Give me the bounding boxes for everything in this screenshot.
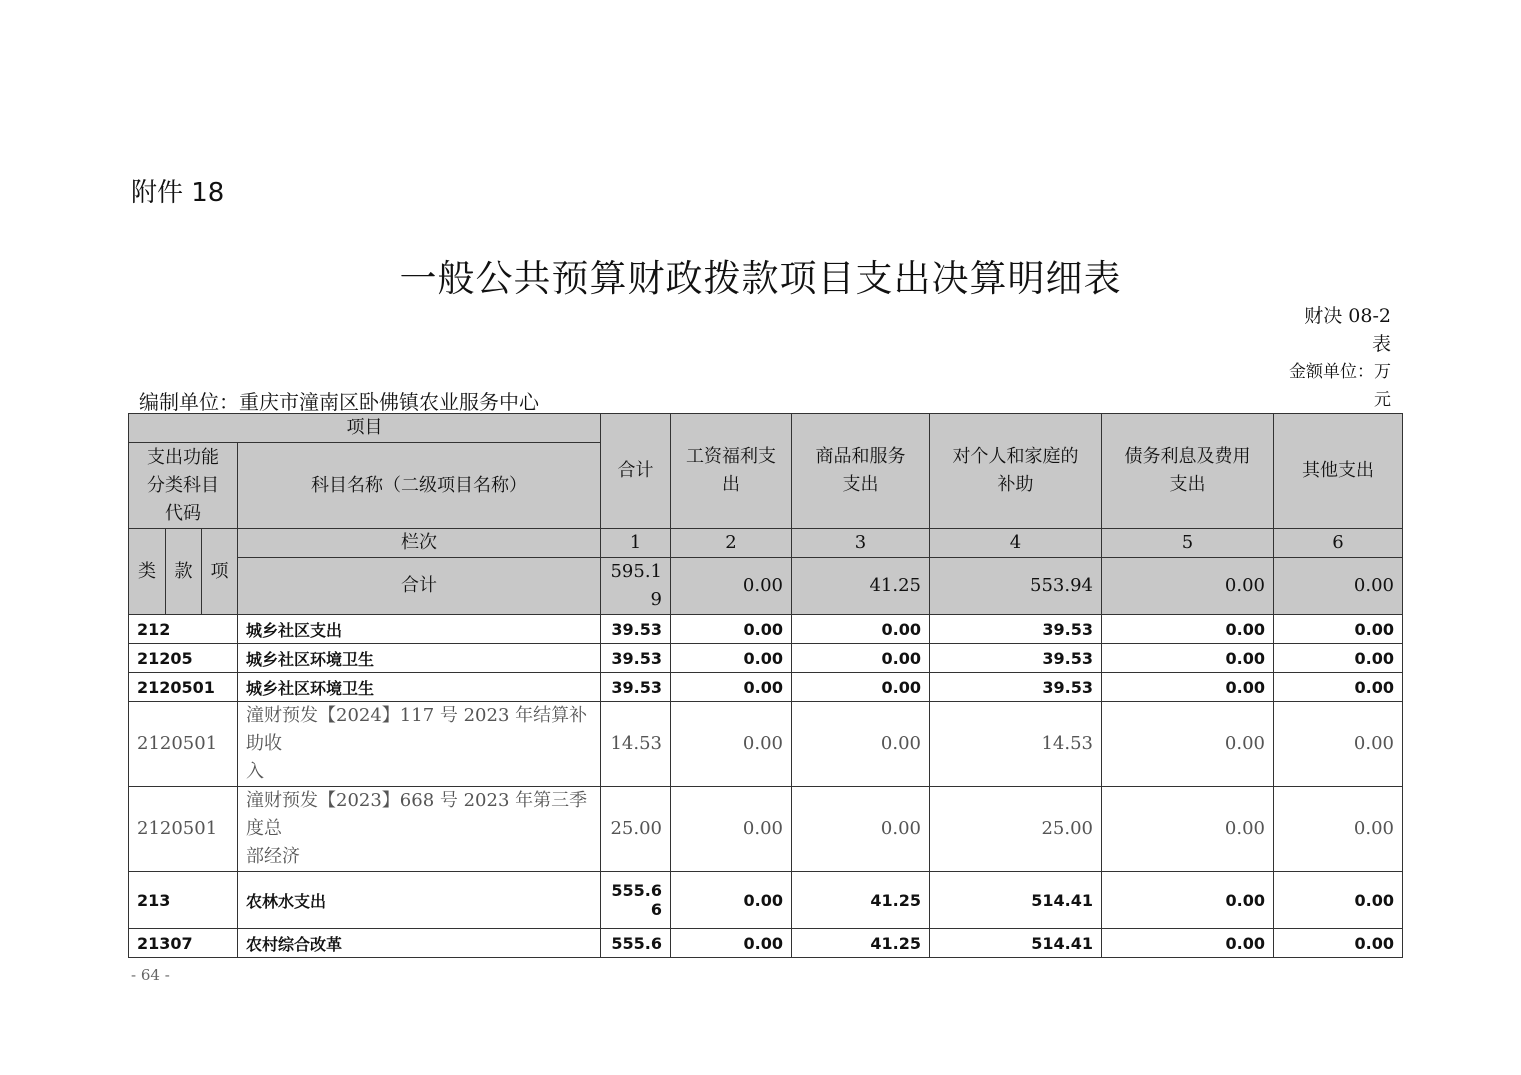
row-value-c6: 0.00 — [1274, 872, 1403, 929]
row-code: 21205 — [129, 644, 238, 673]
row-value-c2: 0.00 — [671, 929, 792, 958]
column-number: 1 — [601, 529, 671, 558]
header-xiang: 项 — [202, 529, 238, 615]
header-code-line: 代码 — [165, 502, 201, 524]
row-value-c6: 0.00 — [1274, 615, 1403, 644]
header-goods-line: 支出 — [842, 474, 879, 495]
amount-unit-line: 金额单位：万 — [1289, 362, 1391, 382]
row-total-line: 39.53 — [611, 648, 662, 668]
row-value-c4: 39.53 — [930, 644, 1102, 673]
form-number-line: 财决 08-2 — [1304, 305, 1391, 327]
row-value-c2: 0.00 — [671, 673, 792, 702]
row-total — [601, 615, 671, 644]
row-value-c2: 0.00 — [671, 615, 792, 644]
row-value-c3: 0.00 — [792, 644, 930, 673]
header-goods-line: 商品和服务 — [815, 446, 906, 467]
row-value-c2: 0.00 — [671, 702, 792, 787]
row-total — [601, 787, 671, 872]
header-debt-line: 支出 — [1169, 474, 1206, 495]
row-code: 21307 — [129, 929, 238, 958]
sum-household: 553.94 — [930, 558, 1102, 615]
page-title: 一般公共预算财政拨款项目支出决算明细表 — [399, 257, 1122, 300]
row-value-c5: 0.00 — [1102, 702, 1274, 787]
row-value-c4: 39.53 — [930, 615, 1102, 644]
header-other: 其他支出 — [1274, 414, 1403, 529]
row-value-c2: 0.00 — [671, 787, 792, 872]
header-household-line: 补助 — [997, 474, 1034, 495]
row-subject-name — [238, 872, 601, 929]
row-total-line: 555.6 — [611, 933, 662, 953]
header-lei: 类 — [129, 529, 166, 615]
form-number-line: 表 — [1371, 333, 1391, 355]
row-total — [601, 673, 671, 702]
row-total — [601, 644, 671, 673]
expenditure-table — [128, 413, 1403, 958]
header-subject-name: 科目名称（二级项目名称） — [238, 443, 601, 529]
row-total-line: 39.53 — [611, 619, 662, 639]
row-value-c5: 0.00 — [1102, 644, 1274, 673]
row-value-c6: 0.00 — [1274, 929, 1403, 958]
column-number: 3 — [792, 529, 930, 558]
row-subject-name-line: 城乡社区环境卫生 — [246, 678, 375, 698]
row-total — [601, 702, 671, 787]
header-project: 项目 — [129, 414, 601, 443]
row-subject-name-line: 农村综合改革 — [246, 934, 343, 954]
header-code-line: 支出功能 — [147, 446, 219, 468]
row-total-line: 14.53 — [610, 733, 662, 754]
row-subject-name-line: 潼财预发【2024】117 号 2023 年结算补助收 — [246, 705, 588, 754]
row-value-c3: 0.00 — [792, 615, 930, 644]
row-code: 2120501 — [129, 787, 238, 872]
amount-unit — [1261, 358, 1391, 414]
row-total-line: 6 — [650, 900, 662, 919]
row-value-c6: 0.00 — [1274, 644, 1403, 673]
row-value-c4: 14.53 — [930, 702, 1102, 787]
row-value-c3: 0.00 — [792, 673, 930, 702]
header-debt-interest — [1102, 414, 1274, 529]
row-value-c4: 514.41 — [930, 929, 1102, 958]
column-number: 2 — [671, 529, 792, 558]
sum-debt: 0.00 — [1102, 558, 1274, 615]
sum-total — [601, 558, 671, 615]
row-code: 212 — [129, 615, 238, 644]
attachment-label: 附件 18 — [131, 178, 225, 208]
row-value-c2: 0.00 — [671, 644, 792, 673]
row-subject-name — [238, 702, 601, 787]
row-value-c5: 0.00 — [1102, 929, 1274, 958]
row-value-c4: 514.41 — [930, 872, 1102, 929]
row-subject-name-line: 潼财预发【2023】668 号 2023 年第三季度总 — [246, 790, 588, 839]
header-wages — [671, 414, 792, 529]
row-total — [601, 872, 671, 929]
header-row-label: 栏次 — [238, 529, 601, 558]
row-value-c5: 0.00 — [1102, 673, 1274, 702]
column-number: 5 — [1102, 529, 1274, 558]
header-goods-services — [792, 414, 930, 529]
column-number: 4 — [930, 529, 1102, 558]
header-wages-line: 工资福利支 — [686, 446, 776, 467]
sum-goods: 41.25 — [792, 558, 930, 615]
row-subject-name-line: 部经济 — [246, 846, 300, 867]
column-number: 6 — [1274, 529, 1403, 558]
row-total-line: 25.00 — [610, 818, 662, 839]
form-number — [1281, 302, 1391, 358]
header-debt-line: 债务利息及费用 — [1124, 446, 1251, 467]
header-household-line: 对个人和家庭的 — [952, 446, 1079, 467]
row-value-c6: 0.00 — [1274, 787, 1403, 872]
table-row — [129, 787, 1403, 872]
header-wages-line: 出 — [722, 474, 740, 495]
organization-label: 编制单位：重庆市潼南区卧佛镇农业服务中心 — [139, 390, 539, 414]
sum-wages: 0.00 — [671, 558, 792, 615]
row-value-c3: 0.00 — [792, 702, 930, 787]
header-code — [129, 443, 238, 529]
row-subject-name-line: 城乡社区支出 — [246, 620, 343, 640]
row-value-c4: 39.53 — [930, 673, 1102, 702]
row-subject-name-line: 农林水支出 — [246, 891, 327, 911]
row-value-c2: 0.00 — [671, 872, 792, 929]
table-row — [129, 644, 1403, 673]
row-total-line: 555.6 — [611, 881, 662, 900]
row-code: 2120501 — [129, 702, 238, 787]
table-row — [129, 872, 1403, 929]
sum-total-line: 595.1 — [610, 561, 662, 582]
header-kuan: 款 — [166, 529, 202, 615]
row-value-c3: 41.25 — [792, 872, 930, 929]
row-code: 2120501 — [129, 673, 238, 702]
row-value-c3: 41.25 — [792, 929, 930, 958]
row-subject-name-line: 入 — [246, 761, 264, 782]
row-subject-name — [238, 787, 601, 872]
amount-unit-line: 元 — [1374, 390, 1391, 410]
table-row — [129, 702, 1403, 787]
sum-label: 合计 — [238, 558, 601, 615]
table-row — [129, 615, 1403, 644]
table-row — [129, 673, 1403, 702]
header-household-subsidy — [930, 414, 1102, 529]
row-value-c5: 0.00 — [1102, 787, 1274, 872]
row-value-c6: 0.00 — [1274, 702, 1403, 787]
row-total — [601, 929, 671, 958]
row-subject-name — [238, 615, 601, 644]
table-row — [129, 929, 1403, 958]
row-code: 213 — [129, 872, 238, 929]
row-subject-name — [238, 929, 601, 958]
page-number: - 64 - — [131, 966, 170, 984]
row-value-c4: 25.00 — [930, 787, 1102, 872]
row-subject-name — [238, 644, 601, 673]
sum-other: 0.00 — [1274, 558, 1403, 615]
row-subject-name — [238, 673, 601, 702]
row-value-c5: 0.00 — [1102, 872, 1274, 929]
header-code-line: 分类科目 — [147, 474, 219, 496]
row-total-line: 39.53 — [611, 677, 662, 697]
row-value-c6: 0.00 — [1274, 673, 1403, 702]
header-total: 合计 — [601, 414, 671, 529]
table-body — [129, 615, 1403, 958]
row-value-c5: 0.00 — [1102, 615, 1274, 644]
sum-total-line: 9 — [650, 589, 662, 610]
row-value-c3: 0.00 — [792, 787, 930, 872]
row-subject-name-line: 城乡社区环境卫生 — [246, 649, 375, 669]
